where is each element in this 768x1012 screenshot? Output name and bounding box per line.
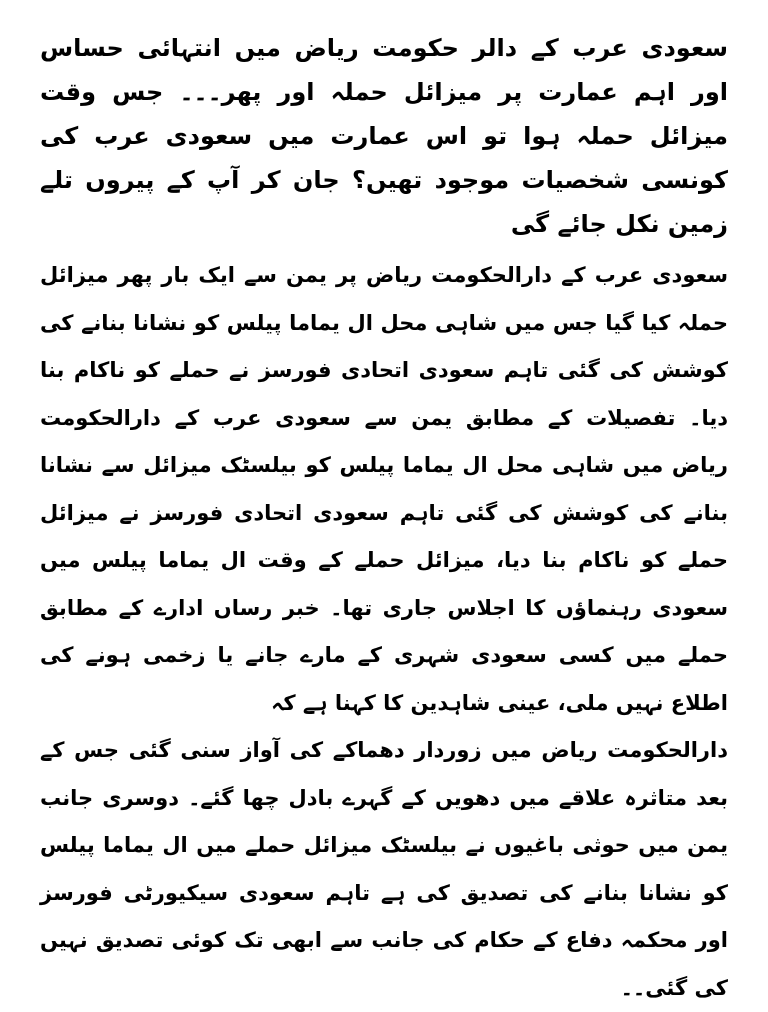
article-paragraph-1: سعودی عرب کے دارالحکومت ریاض پر یمن سے ایک بار پھر میزائل حملہ کیا گیا جس میں شاہی محل ال یماما پیلس کو نشانا بنانے کی کوشش کی گئی تاہم سعودی اتحادی فورسز نے حملے کو ناکام بنا دیا۔ تفصیلات کے مطابق یمن سے سعودی عرب کے دارالحکومت ریاض میں شاہی محل ال یماما پیلس کو بیلسٹک میزائل سے نشانا بنانے کی کوشش کی گئی تاہم سعودی اتحادی فورسز نے میزائل حملے کو ناکام بنا دیا، میزائل حملے کے وقت ال یماما پیلس میں سعودی رہنماؤں کا اجلاس جاری تھا۔ خبر رساں ادارے کے مطابق حملے میں کسی سعودی شہری کے مارے جانے یا زخمی ہونے کی اطلاع نہیں ملی، عینی شاہدین کا کہنا ہے کہ [40, 263, 728, 715]
article-paragraph-2: دارالحکومت ریاض میں زوردار دھماکے کی آواز سنی گئی جس کے بعد متاثرہ علاقے میں دھویں کے گہرے بادل چھا گئے۔ دوسری جانب یمن میں حوثی باغیوں نے بیلسٹک میزائل حملے میں ال یماما پیلس کو نشانا بنانے کی تصدیق کی ہے تاہم سعودی سیکیورٹی فورسز اور محکمہ دفاع کے حکام کی جانب سے ابھی تک کوئی تصدیق نہیں کی گئی۔۔ [40, 738, 728, 1000]
article-headline: سعودی عرب کے دالر حکومت ریاض میں انتہائی حساس اور اہم عمارت پر میزائل حملہ اور پھر۔۔۔ جس وقت میزائل حملہ ہوا تو اس عمارت میں سعودی عرب کی کونسی شخصیات موجود تھیں؟ جان کر آپ کے پیروں تلے زمین نکل جائے گی [40, 34, 728, 238]
